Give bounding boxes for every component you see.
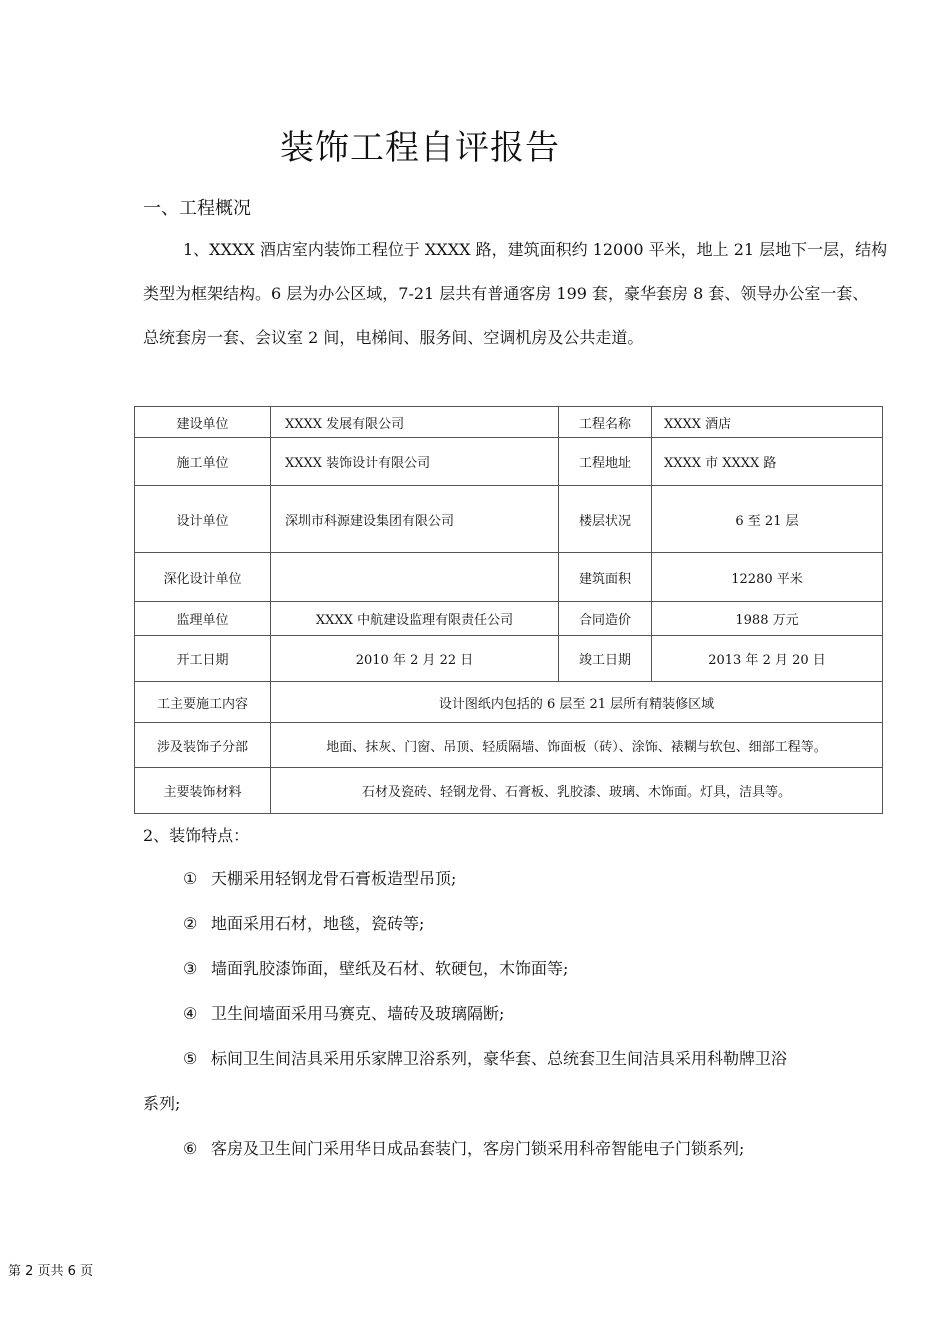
overview-line: 类型为框架结构。6 层为办公区域，7-21 层共有普通客房 199 套，豪华套房 8 套、领导办公室一套、 — [143, 284, 869, 303]
table-cell-value: 深圳市科源建设集团有限公司 — [271, 486, 559, 553]
table-cell-value: 2013 年 2 月 20 日 — [652, 636, 883, 682]
project-info-table — [134, 406, 883, 814]
table-row — [135, 438, 883, 486]
table-cell-label: 施工单位 — [135, 438, 271, 486]
overview-paragraph — [143, 228, 888, 360]
item-number: ④ — [183, 1004, 198, 1023]
table-cell-value — [271, 553, 559, 602]
table-cell-value: XXXX 装饰设计有限公司 — [271, 438, 559, 486]
table-cell-label: 楼层状况 — [559, 486, 652, 553]
table-row — [135, 682, 883, 723]
document-title: 装饰工程自评报告 — [280, 128, 560, 168]
list-item — [143, 1126, 888, 1171]
item-text: 客房及卫生间门采用华日成品套装门，客房门锁采用科帝智能电子门锁系列; — [211, 1139, 745, 1158]
item-text: 系列; — [143, 1094, 181, 1113]
item-text: 卫生间墙面采用马赛克、墙砖及玻璃隔断; — [211, 1004, 505, 1023]
table-row — [135, 768, 883, 814]
section-heading-overview: 一、工程概况 — [143, 198, 251, 219]
table-cell-label: 合同造价 — [559, 602, 652, 636]
table-cell-value: 6 至 21 层 — [652, 486, 883, 553]
item-text: 标间卫生间洁具采用乐家牌卫浴系列，豪华套、总统套卫生间洁具采用科勒牌卫浴 — [211, 1049, 788, 1068]
table-cell-label: 建设单位 — [135, 407, 271, 438]
table-cell-value: 1988 万元 — [652, 602, 883, 636]
table-row — [135, 636, 883, 682]
table-cell-label: 监理单位 — [135, 602, 271, 636]
list-item — [143, 901, 888, 946]
table-cell-label: 开工日期 — [135, 636, 271, 682]
table-cell-label: 工主要施工内容 — [135, 682, 271, 723]
item-number: ⑤ — [183, 1049, 198, 1068]
table-cell-label: 深化设计单位 — [135, 553, 271, 602]
table-cell-label: 建筑面积 — [559, 553, 652, 602]
table-cell-value: XXXX 中航建设监理有限责任公司 — [271, 602, 559, 636]
list-item — [143, 856, 888, 901]
table-row — [135, 486, 883, 553]
item-number: ① — [183, 869, 198, 888]
table-cell-label: 涉及装饰子分部 — [135, 723, 271, 768]
item-number: ② — [183, 914, 198, 933]
table-row — [135, 553, 883, 602]
table-cell-value: 地面、抹灰、门窗、吊顶、轻质隔墙、饰面板（砖）、涂饰、裱糊与软包、细部工程等。 — [271, 723, 883, 768]
table-cell-label: 竣工日期 — [559, 636, 652, 682]
item-text: 天棚采用轻钢龙骨石膏板造型吊顶; — [211, 869, 457, 888]
table-cell-value: 2010 年 2 月 22 日 — [271, 636, 559, 682]
table-row — [135, 723, 883, 768]
item-text: 墙面乳胶漆饰面，壁纸及石材、软硬包，木饰面等; — [211, 959, 569, 978]
section-heading-features: 2、装饰特点： — [143, 826, 250, 845]
table-cell-value: 石材及瓷砖、轻钢龙骨、石膏板、乳胶漆、玻璃、木饰面。灯具，洁具等。 — [271, 768, 883, 814]
page-number-footer: 第 2 页共 6 页 — [8, 1264, 94, 1279]
table-cell-label: 工程地址 — [559, 438, 652, 486]
item-number: ③ — [183, 959, 198, 978]
table-row — [135, 407, 883, 438]
overview-line: 总统套房一套、会议室 2 间，电梯间、服务间、空调机房及公共走道。 — [143, 328, 644, 347]
list-item — [143, 991, 888, 1036]
table-row — [135, 602, 883, 636]
overview-line: 1、XXXX 酒店室内装饰工程位于 XXXX 路，建筑面积约 12000 平米，地上 21 层地下一层，结构 — [183, 240, 888, 259]
table-cell-value: 12280 平米 — [652, 553, 883, 602]
table-cell-label: 设计单位 — [135, 486, 271, 553]
list-item — [143, 1036, 888, 1081]
list-item — [143, 946, 888, 991]
features-list — [143, 856, 888, 1171]
table-cell-label: 主要装饰材料 — [135, 768, 271, 814]
item-text: 地面采用石材，地毯，瓷砖等; — [211, 914, 425, 933]
table-cell-value: XXXX 发展有限公司 — [271, 407, 559, 438]
table-cell-label: 工程名称 — [559, 407, 652, 438]
table-cell-value: 设计图纸内包括的 6 层至 21 层所有精装修区域 — [271, 682, 883, 723]
list-item-continuation — [143, 1081, 888, 1126]
table-cell-value: XXXX 酒店 — [652, 407, 883, 438]
table-cell-value: XXXX 市 XXXX 路 — [652, 438, 883, 486]
item-number: ⑥ — [183, 1139, 198, 1158]
